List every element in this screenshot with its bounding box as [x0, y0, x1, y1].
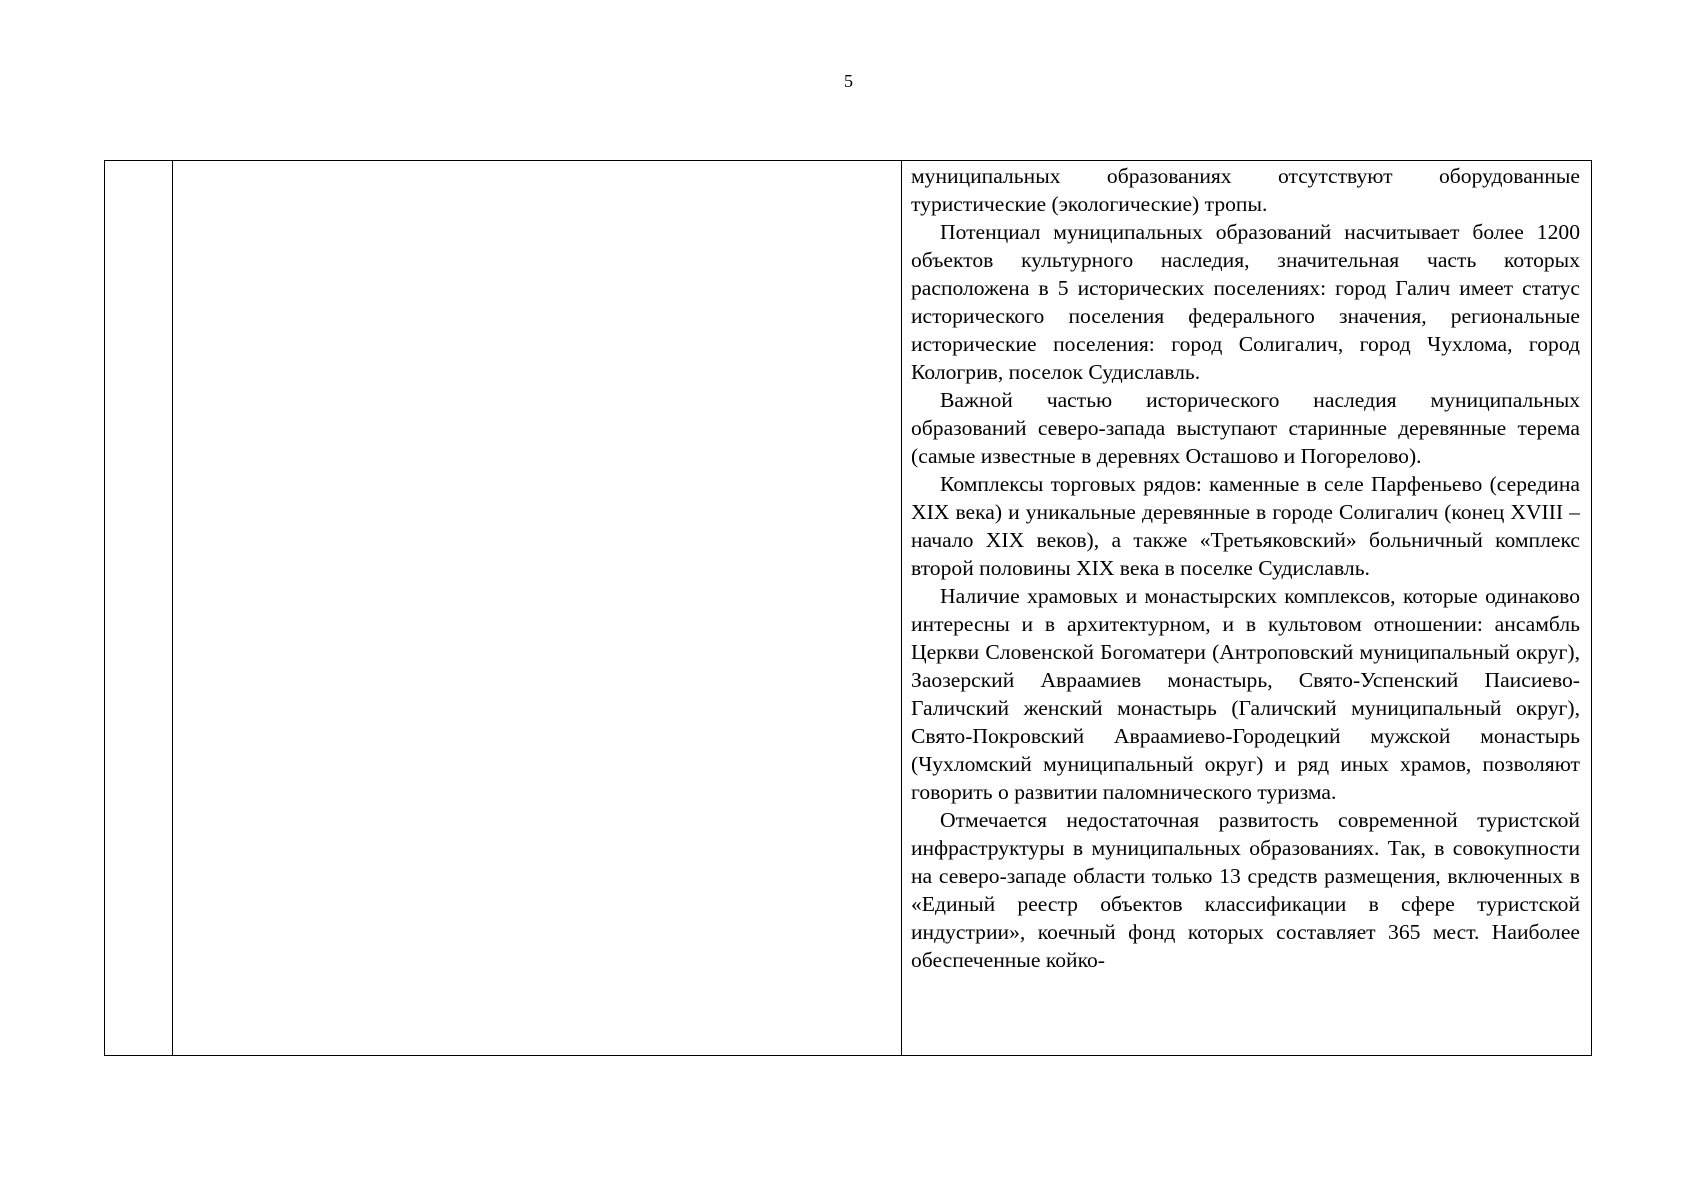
paragraph-wooden-terems: Важной частью исторического наследия муниципальных образований северо-запада выступают старинные деревянные терема (самые известные в деревнях Осташово и Погорелово).: [911, 388, 1580, 468]
column-divider-number: [172, 161, 173, 1055]
page-number: 5: [844, 71, 853, 91]
paragraph-infrastructure: Отмечается недостаточная развитость современной туристской инфраструктуры в муниципальных образованиях. Так, в совокупности на северо-западе области только 13 средств размещения, включенных в «Единый реестр объектов классификации в сфере туристской индустрии», коечный фонд которых составляет 365 мест. Наиболее обеспеченные койко-: [911, 808, 1580, 972]
paragraph-trading-rows: Комплексы торговых рядов: каменные в селе Парфеньево (середина XIX века) и уникальные деревянные в городе Солигалич (конец XVIII – начало XIX веков), а также «Третьяковский» больничный комплекс второй половины XIX века в поселке Судиславль.: [911, 472, 1580, 580]
content-table: [104, 160, 1592, 1056]
column-divider-text: [901, 161, 902, 1055]
paragraph-monasteries: Наличие храмовых и монастырских комплексов, которые одинаково интересны и в архитектурном, и в культовом отношении: ансамбль Церкви Словенской Богоматери (Антроповский муниципальный округ), Заозерский Авраамиев монастырь, Свято-Успенский Паисиево-Галичский женский монастырь (Галичский муниципальный округ), Свято-Покровский Авраамиево-Городецкий мужской монастырь (Чухломский муниципальный округ) и ряд иных храмов, позволяют говорить о развитии паломнического туризма.: [911, 584, 1580, 804]
table-cell-description: [911, 162, 1580, 1055]
paragraph-cultural-heritage: Потенциал муниципальных образований насчитывает более 1200 объектов культурного наследия, значительная часть которых расположена в 5 исторических поселениях: город Галич имеет статус исторического поселения федерального значения, региональные исторические поселения: город Солигалич, город Чухлома, город Кологрив, поселок Судиславль.: [911, 220, 1580, 384]
paragraph-trails: муниципальных образованиях отсутствуют оборудованные туристические (экологические) тропы.: [911, 164, 1580, 216]
